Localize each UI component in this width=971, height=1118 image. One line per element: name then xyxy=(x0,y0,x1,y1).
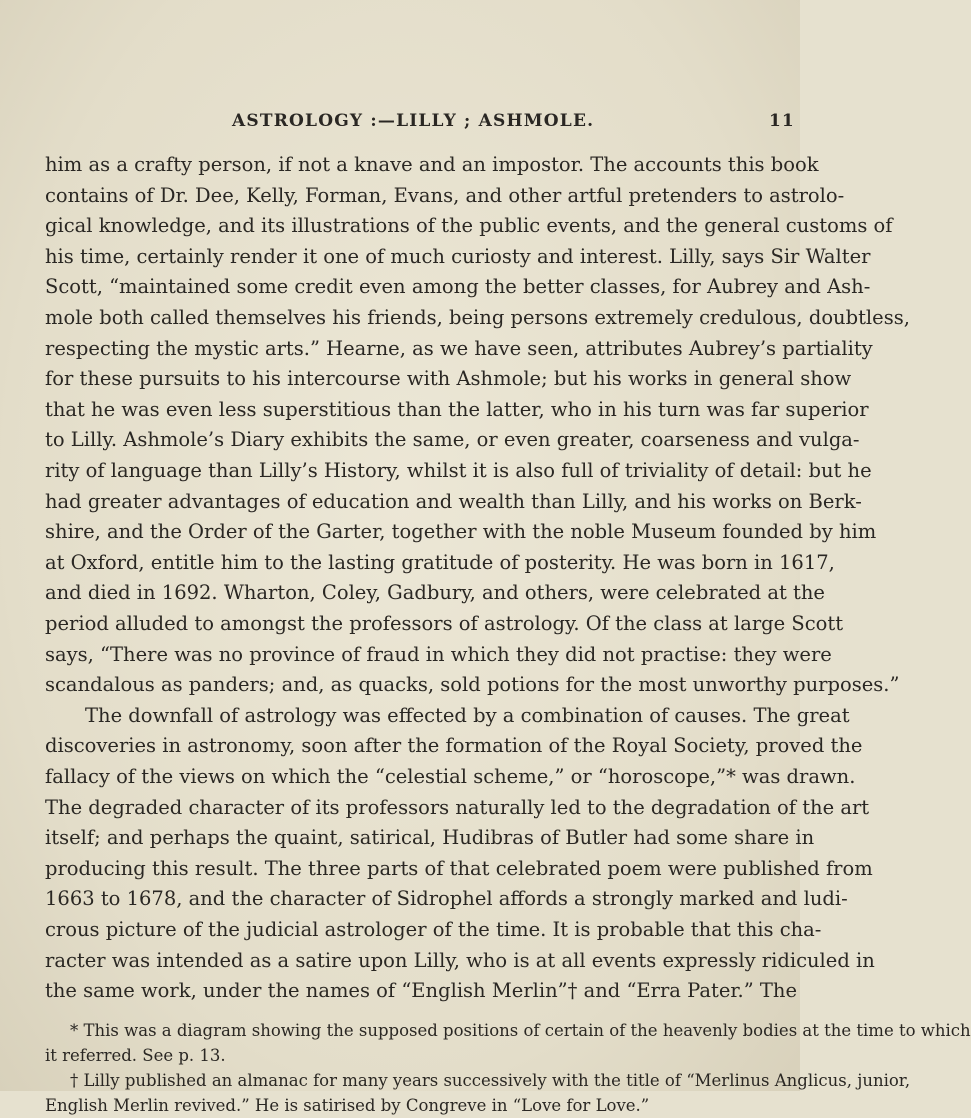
text-line: 1663 to 1678, and the character of Sidrophel affords a strongly marked and ludi- xyxy=(45,887,848,911)
text-line: him as a crafty person, if not a knave and an impostor. The accounts this book xyxy=(45,153,819,176)
text-line: discoveries in astronomy, soon after the formation of the Royal Society, proved the xyxy=(45,734,863,758)
text-line: The downfall of astrology was effected by a combination of causes. The great xyxy=(85,703,850,727)
text-line: The degraded character of its professors naturally led to the degradation of the art xyxy=(45,795,870,819)
footnote-line: it referred. See p. 13. xyxy=(45,1045,226,1065)
text-line: producing this result. The three parts of that celebrated poem were published from xyxy=(45,856,873,880)
page-number: 11 xyxy=(769,111,795,131)
text-line: says, “There was no province of fraud in which they did not practise: they were xyxy=(45,642,832,666)
text-line: the same work, under the names of “English Merlin”† and “Erra Pater.” The xyxy=(45,979,798,1003)
text-line: period alluded to amongst the professors of astrology. Of the class at large Scott xyxy=(45,612,844,635)
footnote-line: English Merlin revived.” He is satirised by Congreve in “Love for Love.” xyxy=(45,1095,650,1115)
text-line: mole both called themselves his friends, being persons extremely credulous, doubtless, xyxy=(45,306,910,329)
text-line: scandalous as panders; and, as quacks, sold potions for the most unworthy purposes.” xyxy=(45,673,900,697)
text-line: shire, and the Order of the Garter, together with the noble Museum founded by him xyxy=(45,520,877,544)
text-line: rity of language than Lilly’s History, whilst it is also full of triviality of detail: but he xyxy=(45,459,872,482)
running-header xyxy=(232,111,795,141)
text-line: for these pursuits to his intercourse with Ashmole; but his works in general show xyxy=(45,367,852,391)
footnote-line: † Lilly published an almanac for many years successively with the title of “Merlinus Anglicus, junior, xyxy=(70,1070,911,1090)
text-line: at Oxford, entitle him to the lasting gratitude of posterity. He was born in 1617, xyxy=(45,550,835,574)
text-line: and died in 1692. Wharton, Coley, Gadbury, and others, were celebrated at the xyxy=(45,581,825,605)
text-line: his time, certainly render it one of much curiosty and interest. Lilly, says Sir Walter xyxy=(45,244,871,268)
text-line: racter was intended as a satire upon Lilly, who is at all events expressly ridiculed in xyxy=(45,948,875,972)
text-line: Scott, “maintained some credit even among the better classes, for Aubrey and Ash- xyxy=(45,275,871,299)
text-line: itself; and perhaps the quaint, satirical, Hudibras of Butler had some share in xyxy=(45,826,815,850)
running-title: ASTROLOGY :—LILLY ; ASHMOLE. xyxy=(232,111,595,131)
text-line: that he was even less superstitious than the latter, who in his turn was far superior xyxy=(45,397,869,421)
text-line: contains of Dr. Dee, Kelly, Forman, Evans, and other artful pretenders to astrolo- xyxy=(45,183,845,207)
footnote-line: * This was a diagram showing the supposed positions of certain of the heavenly bodies at the time to which xyxy=(70,1020,971,1040)
text-line: respecting the mystic arts.” Hearne, as we have seen, attributes Aubrey’s partiality xyxy=(45,336,873,360)
text-line: to Lilly. Ashmole’s Diary exhibits the same, or even greater, coarseness and vulga- xyxy=(45,428,860,452)
text-line: crous picture of the judicial astrologer of the time. It is probable that this cha- xyxy=(45,918,822,941)
text-line: had greater advantages of education and wealth than Lilly, and his works on Berk- xyxy=(45,489,862,513)
text-line: fallacy of the views on which the “celestial scheme,” or “horoscope,”* was drawn. xyxy=(45,765,856,788)
text-line: gical knowledge, and its illustrations of the public events, and the general customs of xyxy=(45,214,893,238)
